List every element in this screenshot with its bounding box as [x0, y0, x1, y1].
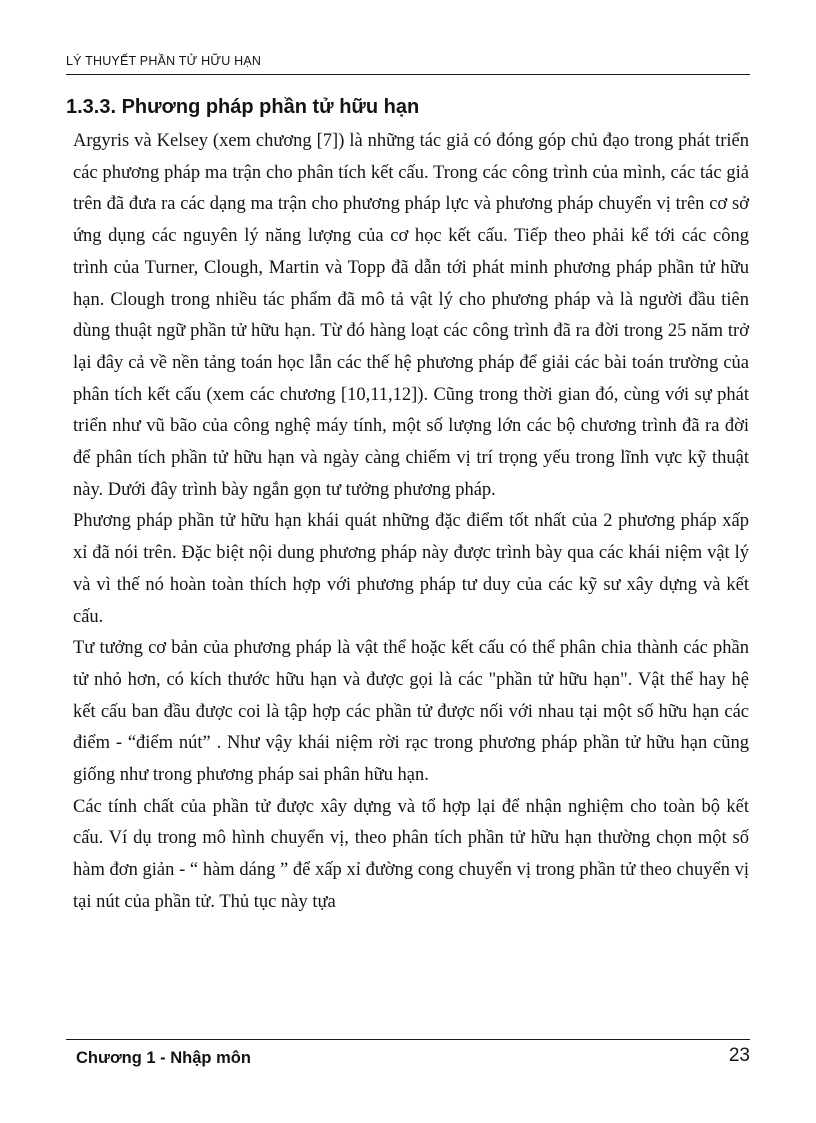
- section-title: 1.3.3. Phương pháp phần tử hữu hạn: [66, 96, 420, 118]
- footer-chapter: Chương 1 - Nhập môn: [76, 1049, 251, 1067]
- page-footer: [66, 1039, 750, 1074]
- page-number: 23: [728, 1045, 750, 1066]
- running-header: [66, 50, 750, 75]
- paragraph-3: Tư tưởng cơ bản của phương pháp là vật thể hoặc kết cấu có thể phân chia thành các phần tử nhỏ hơn, có kích thước hữu hạn và được gọi là các "phần tử hữu hạn". Vật thể hay hệ kết cấu ban đầu được coi là tập hợp các phần tử được nối với nhau tại một số hữu hạn các điểm - “điểm nút” . Như vậy khái niệm rời rạc trong phương pháp phần tử hữu hạn cũng giống như trong phương pháp sai phân hữu hạn.: [73, 638, 749, 786]
- body-text: [73, 126, 749, 919]
- paragraph-2: Phương pháp phần tử hữu hạn khái quát những đặc điểm tốt nhất của 2 phương pháp xấp xỉ đã nói trên. Đặc biệt nội dung phương pháp này được trình bày qua các khái niệm vật lý và vì thế nó hoàn toàn thích hợp với phương pháp tư duy của các kỹ sư xây dựng và kết cấu.: [73, 511, 749, 627]
- paragraph-1: Argyris và Kelsey (xem chương [7]) là những tác giả có đóng góp chủ đạo trong phát triển các phương pháp ma trận cho phân tích kết cấu. Trong các công trình của mình, các tác giả trên đã đưa ra các dạng ma trận cho phương pháp lực và phương pháp chuyển vị trên cơ sở ứng dụng các nguyên lý năng lượng của cơ học kết cấu. Tiếp theo phải kể tới các công trình của Turner, Clough, Martin và Topp đã dẫn tới phát minh phương pháp phần tử hữu hạn. Clough trong nhiều tác phẩm đã mô tả vật lý cho phương pháp và là người đầu tiên dùng thuật ngữ phần tử hữu hạn. Từ đó hàng loạt các công trình đã ra đời trong 25 năm trở lại đây cả về nền tảng toán học lẫn các thế hệ phương pháp để giải các bài toán trường của phân tích kết cấu (xem các chương [10,11,12]). Cũng trong thời gian đó, cùng với sự phát triển như vũ bão của công nghệ máy tính, một số lượng lớn các bộ chương trình đã ra đời để phân tích phần tử hữu hạn và ngày càng chiếm vị trí trọng yếu trong lĩnh vực kỹ thuật này. Dưới đây trình bày ngắn gọn tư tưởng phương pháp.: [73, 131, 749, 500]
- paragraph-4: Các tính chất của phần tử được xây dựng và tổ hợp lại để nhận nghiệm cho toàn bộ kết cấu. Ví dụ trong mô hình chuyển vị, theo phân tích phần tử hữu hạn thường chọn một số hàm đơn giản - “ hàm dáng ” để xấp xỉ đường cong chuyển vị trong phần tử theo chuyển vị tại nút của phần tử. Thủ tục này tựa: [73, 796, 749, 912]
- running-title: LÝ THUYẾT PHẦN TỬ HỮU HẠN: [66, 54, 262, 68]
